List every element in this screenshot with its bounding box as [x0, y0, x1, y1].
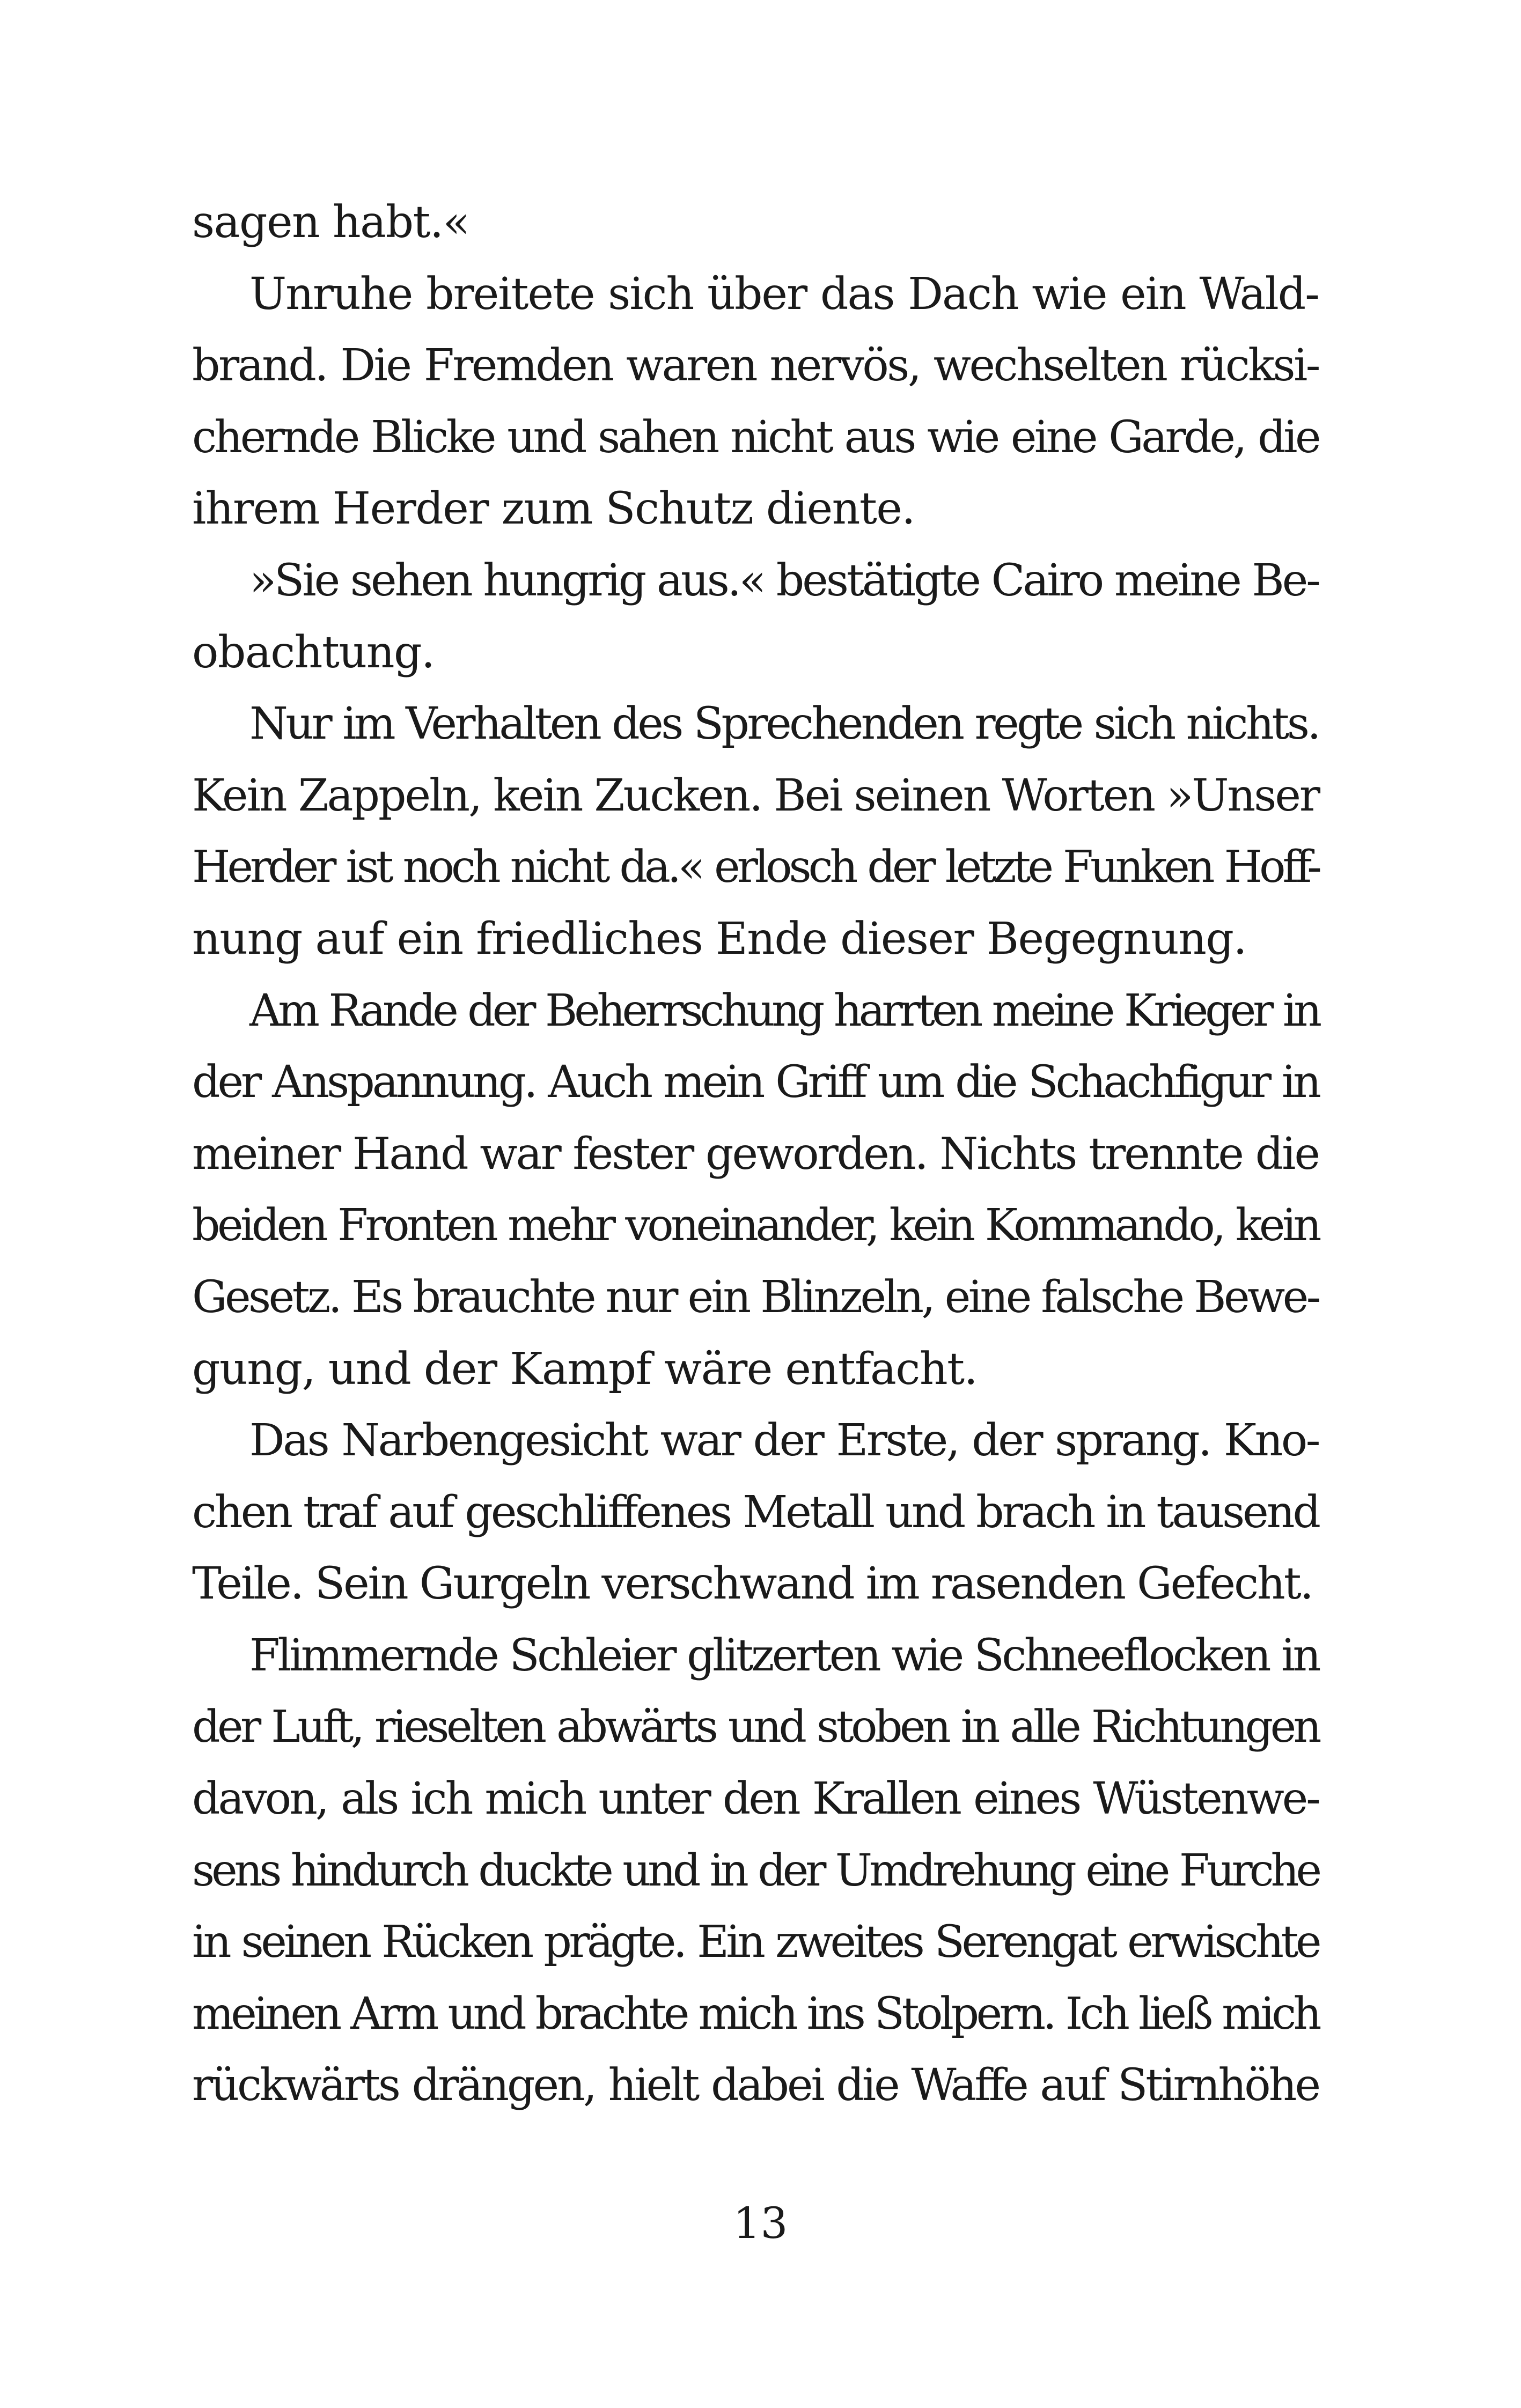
text-line: rückwärts drängen, hielt dabei die Waffe auf Stirnhöhe	[192, 2060, 1319, 2111]
text-line: beiden Fronten mehr voneinander, kein Kommando, kein	[192, 1200, 1319, 1251]
text-line: gung, und der Kampf wäre entfacht.	[192, 1343, 978, 1395]
text-line: brand. Die Fremden waren nervös, wechselten rücksi-	[192, 340, 1319, 392]
text-line: der Anspannung. Auch mein Griff um die Schachfigur in	[192, 1057, 1319, 1108]
text-line: Das Narbengesicht war der Erste, der sprang. Kno-	[249, 1415, 1319, 1467]
text-line: sagen habt.«	[192, 197, 469, 248]
text-line: chen traf auf geschliffenes Metall und brach in tausend	[192, 1486, 1319, 1538]
text-line: meinen Arm und brachte mich ins Stolpern. Ich ließ mich	[192, 1988, 1319, 2039]
text-line: sens hindurch duckte und in der Umdrehung eine Furche	[192, 1845, 1319, 1896]
text-line: nung auf ein friedliches Ende dieser Begegnung.	[192, 913, 1247, 964]
text-line: ihrem Herder zum Schutz diente.	[192, 483, 915, 535]
book-page-text	[192, 187, 1319, 2122]
text-line: Unruhe breitete sich über das Dach wie ein Wald-	[249, 268, 1319, 320]
text-line: Am Rande der Beherrschung harrten meine Krieger in	[249, 985, 1319, 1036]
text-line: Nur im Verhalten des Sprechenden regte sich nichts.	[249, 698, 1319, 750]
text-line: Flimmernde Schleier glitzerten wie Schneeflocken in	[249, 1630, 1319, 1681]
text-line: Herder ist noch nicht da.« erlosch der letzte Funken Hoff-	[192, 842, 1319, 893]
text-line: in seinen Rücken prägte. Ein zweites Serengat erwischte	[192, 1917, 1319, 1968]
text-line: der Luft, rieselten abwärts und stoben in alle Richtungen	[192, 1702, 1319, 1753]
text-line: davon, als ich mich unter den Krallen eines Wüstenwe-	[192, 1773, 1319, 1825]
text-line: Kein Zappeln, kein Zucken. Bei seinen Worten »Unser	[192, 770, 1319, 821]
text-line: obachtung.	[192, 627, 435, 678]
text-line: Teile. Sein Gurgeln verschwand im rasenden Gefecht.	[192, 1558, 1312, 1610]
text-line: chernde Blicke und sahen nicht aus wie eine Garde, die	[192, 411, 1319, 463]
page-number: 13	[733, 2198, 788, 2248]
text-line: »Sie sehen hungrig aus.« bestätigte Cairo meine Be-	[249, 555, 1319, 606]
text-line: meiner Hand war fester geworden. Nichts trennte die	[192, 1128, 1319, 1180]
text-line: Gesetz. Es brauchte nur ein Blinzeln, eine falsche Bewe-	[192, 1271, 1319, 1323]
